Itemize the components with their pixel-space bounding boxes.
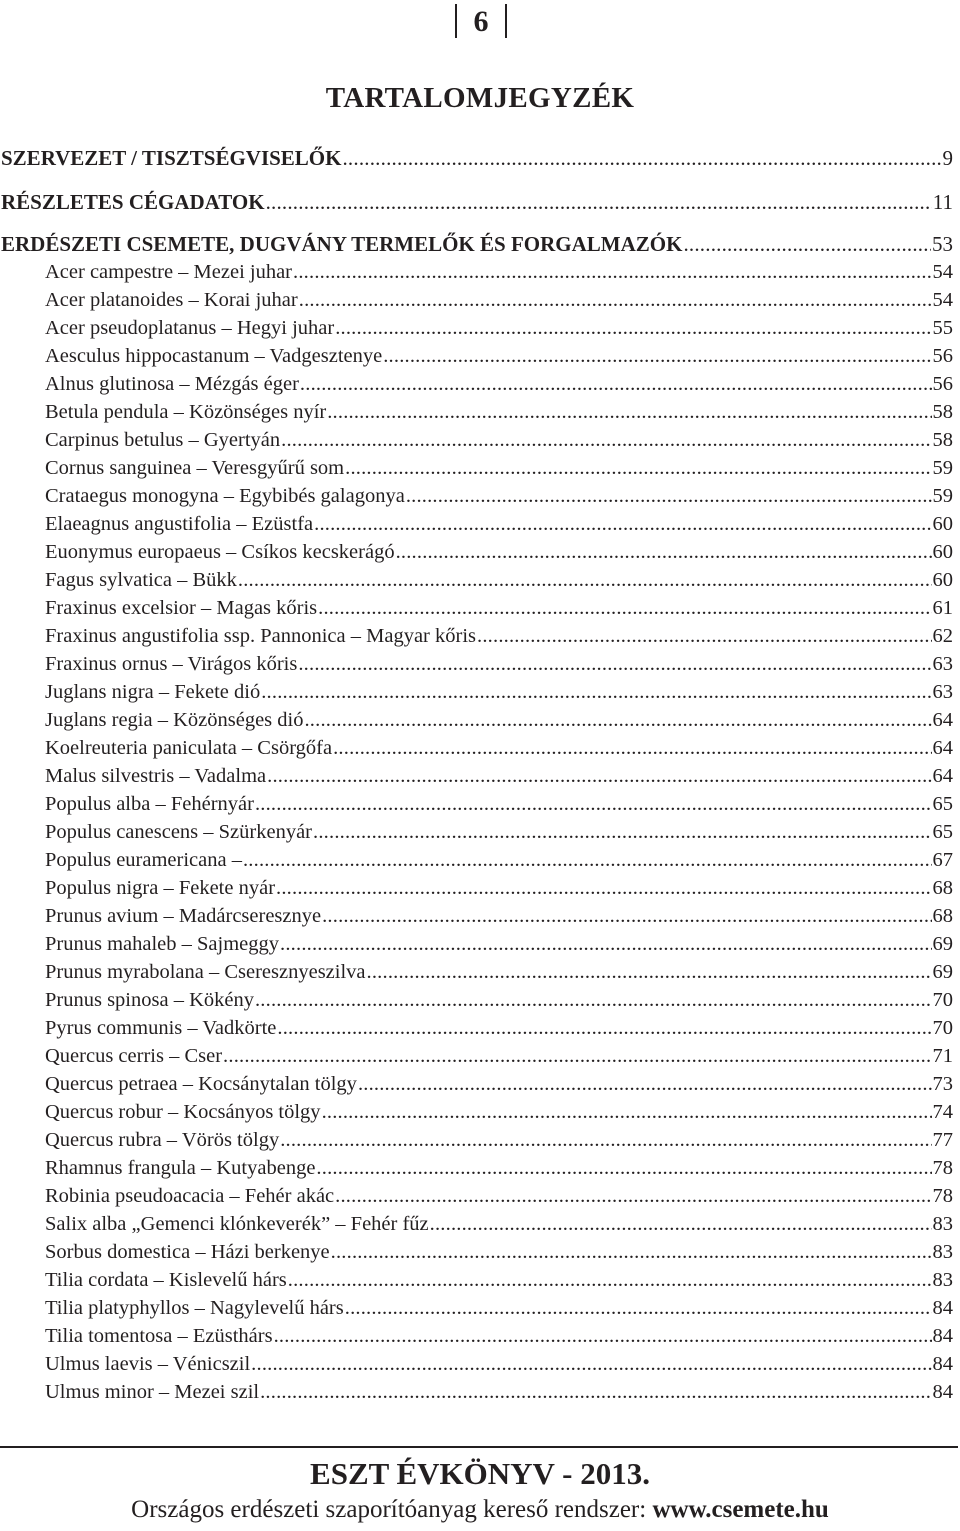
toc-dot-leader [316, 1154, 931, 1182]
toc-entry [45, 314, 953, 342]
toc-dot-leader [280, 930, 931, 958]
toc-entry [45, 1182, 953, 1210]
toc-entry-label: Populus nigra – Fekete nyár [45, 877, 276, 899]
toc-entry [45, 398, 953, 426]
toc-entry-label: Tilia cordata – Kislevelű hárs [45, 1269, 287, 1291]
toc-dot-leader [267, 762, 931, 790]
toc-entry-label: Pyrus communis – Vadkörte [45, 1017, 277, 1039]
footer-subtitle-text: Országos erdészeti szaporítóanyag kereső rendszer: [131, 1496, 647, 1523]
toc-entry-label: RÉSZLETES CÉGADATOK [1, 190, 265, 214]
toc-entry [45, 678, 953, 706]
toc-dot-leader [274, 1322, 932, 1350]
toc-entry-page: 84 [932, 1381, 953, 1403]
toc-entry-page: 71 [932, 1045, 953, 1067]
toc-dot-leader [430, 1210, 932, 1238]
toc-entry [45, 930, 953, 958]
toc-entry-page: 64 [932, 709, 953, 731]
toc-dot-leader [281, 426, 931, 454]
toc-entry [45, 650, 953, 678]
toc-entry [45, 538, 953, 566]
toc-entry-label: Fraxinus excelsior – Magas kőris [45, 597, 318, 619]
toc-entry-label: SZERVEZET / TISZTSÉGVISELŐK [1, 146, 342, 170]
toc-entry-label: Sorbus domestica – Házi berkenye [45, 1241, 330, 1263]
toc-entry-label: Robinia pseudoacacia – Fehér akác [45, 1185, 335, 1207]
toc-entry [45, 762, 953, 790]
toc-entry-page: 11 [932, 190, 953, 214]
toc-entry-page: 63 [932, 681, 953, 703]
toc-entry [45, 958, 953, 986]
toc-dot-leader [327, 398, 931, 426]
toc-entry [45, 874, 953, 902]
toc-dot-leader [383, 342, 931, 370]
toc-entry [45, 734, 953, 762]
toc-entry [45, 846, 953, 874]
toc-entry-label: Ulmus minor – Mezei szil [45, 1381, 260, 1403]
toc-entry [45, 1070, 953, 1098]
toc-entry-page: 83 [932, 1269, 953, 1291]
toc-entry-label: Alnus glutinosa – Mézgás éger [45, 373, 299, 395]
toc-dot-leader [251, 1350, 931, 1378]
toc-entry-page: 64 [932, 737, 953, 759]
toc-entry-page: 74 [932, 1101, 953, 1123]
toc-entry [45, 1294, 953, 1322]
toc-dot-leader [396, 538, 932, 566]
toc-entry-label: Salix alba „Gemenci klónkeverék” – Fehér fűz [45, 1213, 429, 1235]
toc-section-entry [1, 144, 953, 172]
toc-entry-page: 68 [932, 905, 953, 927]
toc-entry-label: Quercus cerris – Cser [45, 1045, 223, 1067]
toc-entry-page: 54 [932, 261, 953, 283]
toc-entry-label: Prunus avium – Madárcseresznye [45, 905, 322, 927]
toc-entry-label: Aesculus hippocastanum – Vadgesztenye [45, 345, 383, 367]
toc-entry-page: 64 [932, 765, 953, 787]
toc-entry-label: Koelreuteria paniculata – Csörgőfa [45, 737, 333, 759]
toc-entry [45, 1014, 953, 1042]
toc-entry-label: Prunus myrabolana – Cseresznyeszilva [45, 961, 366, 983]
toc-entry-label: Acer pseudoplatanus – Hegyi juhar [45, 317, 335, 339]
toc-dot-leader [477, 622, 931, 650]
toc-entry [45, 594, 953, 622]
toc-entry-page: 63 [932, 653, 953, 675]
toc-entry-page: 83 [932, 1241, 953, 1263]
toc-entry-label: Crataegus monogyna – Egybibés galagonya [45, 485, 405, 507]
toc-entry-page: 65 [932, 793, 953, 815]
toc-entry-page: 77 [932, 1129, 953, 1151]
toc-entry [45, 1154, 953, 1182]
toc-entry-page: 84 [932, 1353, 953, 1375]
toc-dot-leader [238, 566, 932, 594]
toc-dot-leader [304, 706, 931, 734]
toc-entry [45, 818, 953, 846]
toc-dot-leader [299, 286, 932, 314]
toc-entry-label: Malus silvestris – Vadalma [45, 765, 267, 787]
toc-entry [45, 1210, 953, 1238]
toc-entry [45, 790, 953, 818]
toc-dot-leader [331, 1238, 932, 1266]
toc-section-entry [1, 230, 953, 258]
toc-dot-leader [261, 678, 931, 706]
page-title: TARTALOMJEGYZÉK [325, 82, 635, 114]
toc-entry [45, 622, 953, 650]
toc-dot-leader [266, 188, 932, 216]
toc-entry [45, 258, 953, 286]
toc-entry-page: 58 [932, 429, 953, 451]
toc-dot-leader [406, 482, 932, 510]
toc-dot-leader [333, 734, 931, 762]
toc-dot-leader [298, 650, 931, 678]
toc-entry [45, 1322, 953, 1350]
toc-entry-label: Quercus robur – Kocsányos tölgy [45, 1101, 321, 1123]
toc-entry-page: 67 [932, 849, 953, 871]
toc-dot-leader [255, 790, 932, 818]
toc-entry-page: 65 [932, 821, 953, 843]
toc-entry [45, 1378, 953, 1406]
toc-entry [45, 706, 953, 734]
toc-entry-label: Tilia platyphyllos – Nagylevelű hárs [45, 1297, 344, 1319]
toc-dot-leader [322, 902, 931, 930]
toc-dot-leader [313, 818, 931, 846]
page-number: 6 [455, 4, 507, 38]
toc-entry-page: 59 [932, 457, 953, 479]
toc-dot-leader [300, 370, 932, 398]
toc-entry-label: Rhamnus frangula – Kutyabenge [45, 1157, 316, 1179]
toc-dot-leader [683, 230, 931, 258]
toc-entry [45, 370, 953, 398]
footer-divider [0, 1446, 958, 1448]
toc-dot-leader [335, 1182, 931, 1210]
toc-entry-page: 56 [932, 373, 953, 395]
toc-entry-page: 84 [932, 1297, 953, 1319]
toc-entry-page: 78 [932, 1185, 953, 1207]
toc-entry-page: 73 [932, 1073, 953, 1095]
toc-entry-page: 62 [932, 625, 953, 647]
toc-entry-page: 59 [932, 485, 953, 507]
toc-entry-label: Quercus rubra – Vörös tölgy [45, 1129, 280, 1151]
toc-entry-page: 53 [932, 232, 953, 256]
toc-entry-label: Juglans regia – Közönséges dió [45, 709, 304, 731]
toc-entry [45, 1238, 953, 1266]
toc-entry [45, 510, 953, 538]
toc-section-entry [1, 188, 953, 216]
toc-dot-leader [358, 1070, 932, 1098]
toc-entry-label: Juglans nigra – Fekete dió [45, 681, 261, 703]
toc-entry [45, 1350, 953, 1378]
toc-dot-leader [288, 1266, 932, 1294]
toc-dot-leader [276, 874, 931, 902]
toc-entry-label: Tilia tomentosa – Ezüsthárs [45, 1325, 273, 1347]
toc-entry-label: Acer platanoides – Korai juhar [45, 289, 298, 311]
toc-dot-leader [345, 1294, 932, 1322]
toc-entry-page: 54 [932, 289, 953, 311]
toc-dot-leader [243, 846, 932, 874]
toc-entry [45, 286, 953, 314]
toc-entry-page: 68 [932, 877, 953, 899]
toc-entry-label: Betula pendula – Közönséges nyír [45, 401, 327, 423]
toc-entry [45, 454, 953, 482]
toc-entry [45, 1042, 953, 1070]
toc-dot-leader [314, 510, 931, 538]
toc-entry-label: Populus euramericana – [45, 849, 242, 871]
toc-dot-leader [293, 258, 931, 286]
toc-entry [45, 426, 953, 454]
footer-url: www.csemete.hu [652, 1496, 829, 1523]
toc-dot-leader [367, 958, 932, 986]
toc-dot-leader [223, 1042, 931, 1070]
toc-entry-page: 58 [932, 401, 953, 423]
toc-entry [45, 1098, 953, 1126]
toc-entry [45, 566, 953, 594]
toc-dot-leader [260, 1378, 931, 1406]
toc-entry-label: Elaeagnus angustifolia – Ezüstfa [45, 513, 314, 535]
toc-dot-leader [335, 314, 931, 342]
toc-entry-label: Quercus petraea – Kocsánytalan tölgy [45, 1073, 357, 1095]
toc-entry [45, 902, 953, 930]
toc-dot-leader [342, 144, 941, 172]
toc-entry-label: Populus canescens – Szürkenyár [45, 821, 313, 843]
toc-entry-label: Ulmus laevis – Vénicszil [45, 1353, 251, 1375]
toc-entry-label: Populus alba – Fehérnyár [45, 793, 254, 815]
toc-entry-label: ERDÉSZETI CSEMETE, DUGVÁNY TERMELŐK ÉS FORGALMAZÓK [1, 232, 683, 256]
footer-subtitle [0, 1494, 960, 1526]
toc-entry-page: 56 [932, 345, 953, 367]
toc-entry-label: Cornus sanguinea – Veresgyűrű som [45, 457, 345, 479]
footer-title: ESZT ÉVKÖNYV - 2013. [310, 1456, 650, 1491]
toc-entry-page: 55 [932, 317, 953, 339]
toc-entry [45, 986, 953, 1014]
toc-entry-page: 60 [932, 569, 953, 591]
toc-entry-page: 70 [932, 989, 953, 1011]
toc-dot-leader [322, 1098, 932, 1126]
toc-entry-label: Acer campestre – Mezei juhar [45, 261, 293, 283]
toc-dot-leader [280, 1126, 931, 1154]
toc-entry-page: 9 [942, 146, 953, 170]
toc-entry [45, 342, 953, 370]
toc-entry-page: 60 [932, 513, 953, 535]
toc-entry-page: 60 [932, 541, 953, 563]
toc-entry [45, 1126, 953, 1154]
toc-entry-page: 61 [932, 597, 953, 619]
toc-entry-page: 70 [932, 1017, 953, 1039]
toc-entry-label: Prunus spinosa – Kökény [45, 989, 254, 1011]
toc-entry-label: Prunus mahaleb – Sajmeggy [45, 933, 280, 955]
toc-dot-leader [318, 594, 931, 622]
toc-dot-leader [277, 1014, 931, 1042]
toc-entry-label: Carpinus betulus – Gyertyán [45, 429, 281, 451]
toc-entry-label: Fraxinus angustifolia ssp. Pannonica – Magyar kőris [45, 625, 477, 647]
toc-dot-leader [255, 986, 932, 1014]
toc-entry [45, 1266, 953, 1294]
toc-entry-page: 69 [932, 933, 953, 955]
toc-entry-label: Euonymus europaeus – Csíkos kecskerágó [45, 541, 395, 563]
toc-entry-page: 83 [932, 1213, 953, 1235]
toc-entry-label: Fagus sylvatica – Bükk [45, 569, 237, 591]
toc-dot-leader [345, 454, 931, 482]
toc-entry [45, 482, 953, 510]
toc-entry-page: 84 [932, 1325, 953, 1347]
toc-entry-page: 69 [932, 961, 953, 983]
toc-entry-label: Fraxinus ornus – Virágos kőris [45, 653, 298, 675]
toc-entry-page: 78 [932, 1157, 953, 1179]
